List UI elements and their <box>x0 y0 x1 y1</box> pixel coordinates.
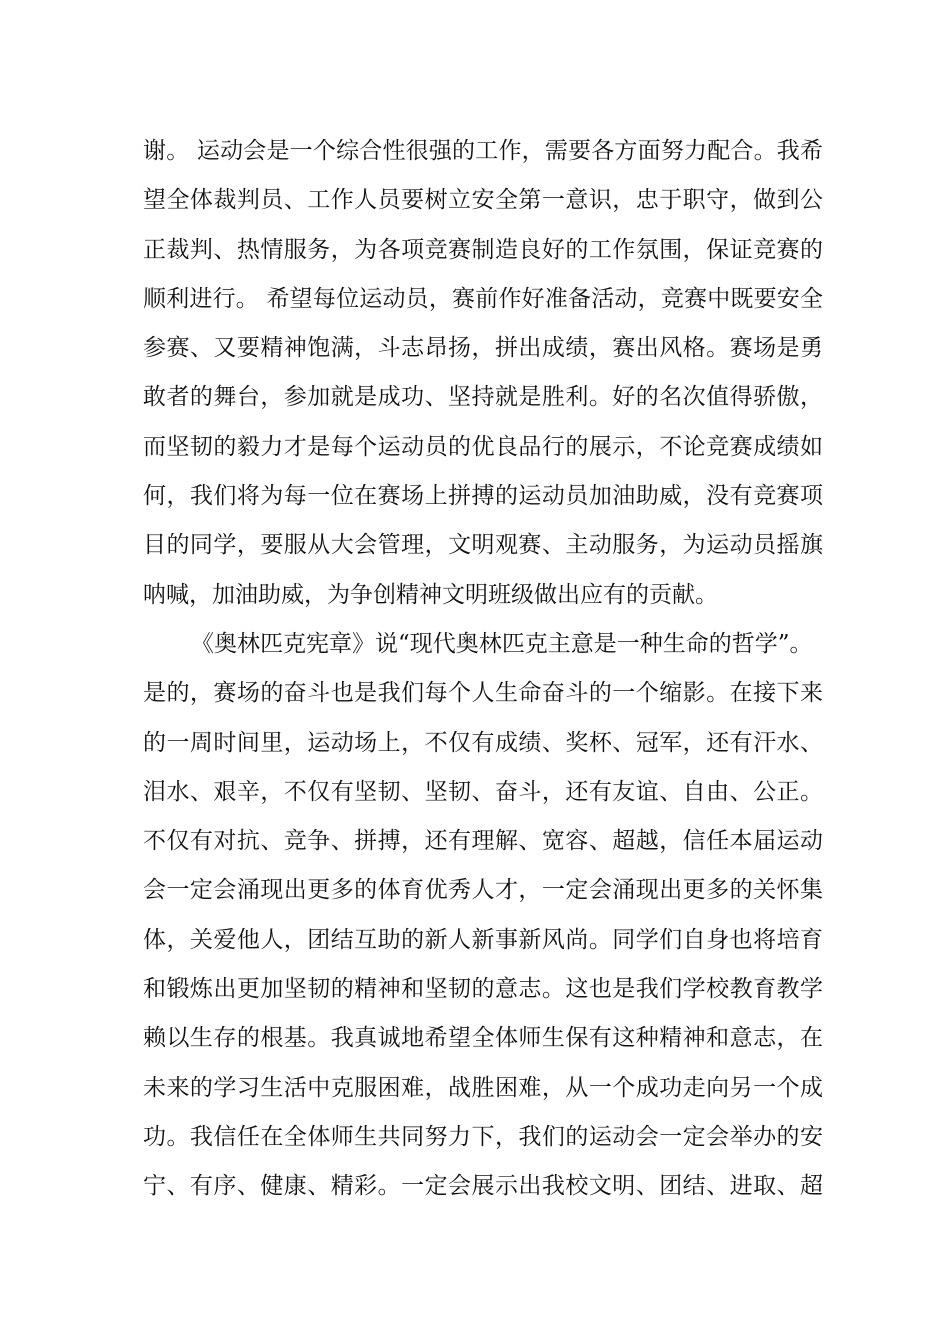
text-line: 顺利进行。 希望每位运动员，赛前作好准备活动，竞赛中既要安全 <box>143 285 823 312</box>
text-line: 会一定会涌现出更多的体育优秀人才，一定会涌现出更多的关怀集 <box>143 877 823 904</box>
body-text <box>143 127 823 1212</box>
text-line: 呐喊，加油助威，为争创精神文明班级做出应有的贡献。 <box>143 581 718 608</box>
text-line: 何，我们将为每一位在赛场上拼搏的运动员加油助威，没有竞赛项 <box>143 483 823 510</box>
text-line: 宁、有序、健康、精彩。一定会展示出我校文明、团结、进取、超 <box>143 1173 823 1200</box>
text-line: 参赛、又要精神饱满，斗志昂扬，拼出成绩，赛出风格。赛场是勇 <box>143 335 823 362</box>
text-line: 谢。 运动会是一个综合性很强的工作，需要各方面努力配合。我希 <box>143 138 823 164</box>
text-line: 体，关爱他人，团结互助的新人新事新风尚。同学们自身也将培育 <box>143 926 823 953</box>
text-line: 是的，赛场的奋斗也是我们每个人生命奋斗的一个缩影。在接下来 <box>143 680 823 707</box>
text-line: 望全体裁判员、工作人员要树立安全第一意识，忠于职守，做到公 <box>143 187 823 214</box>
text-line: 功。我信任在全体师生共同努力下，我们的运动会一定会举办的安 <box>143 1123 823 1150</box>
text-line: 不仅有对抗、竞争、拼搏，还有理解、宽容、超越，信任本届运动 <box>143 828 823 855</box>
paragraph-first-line: 《奥林匹克宪章》说“现代奥林匹克主意是一种生命的哲学”。 <box>191 630 813 657</box>
text-line: 目的同学，要服从大会管理，文明观赛、主动服务，为运动员摇旗 <box>143 532 823 559</box>
text-line: 的一周时间里，运动场上，不仅有成绩、奖杯、冠军，还有汗水、 <box>143 729 823 756</box>
text-line: 赖以生存的根基。我真诚地希望全体师生保有这种精神和意志，在 <box>143 1025 823 1052</box>
text-line: 泪水、艰辛，不仅有坚韧、坚韧、奋斗，还有友谊、自由、公正。 <box>143 778 823 805</box>
text-line: 和锻炼出更加坚韧的精神和坚韧的意志。这也是我们学校教育教学 <box>143 976 823 1003</box>
text-line: 未来的学习生活中克服困难，战胜困难，从一个成功走向另一个成 <box>143 1074 823 1101</box>
text-line: 敢者的舞台，参加就是成功、坚持就是胜利。好的名次值得骄傲， <box>143 384 823 411</box>
text-line: 正裁判、热情服务，为各项竞赛制造良好的工作氛围，保证竞赛的 <box>143 236 823 263</box>
text-line: 而坚韧的毅力才是每个运动员的优良品行的展示，不论竞赛成绩如 <box>143 433 823 460</box>
